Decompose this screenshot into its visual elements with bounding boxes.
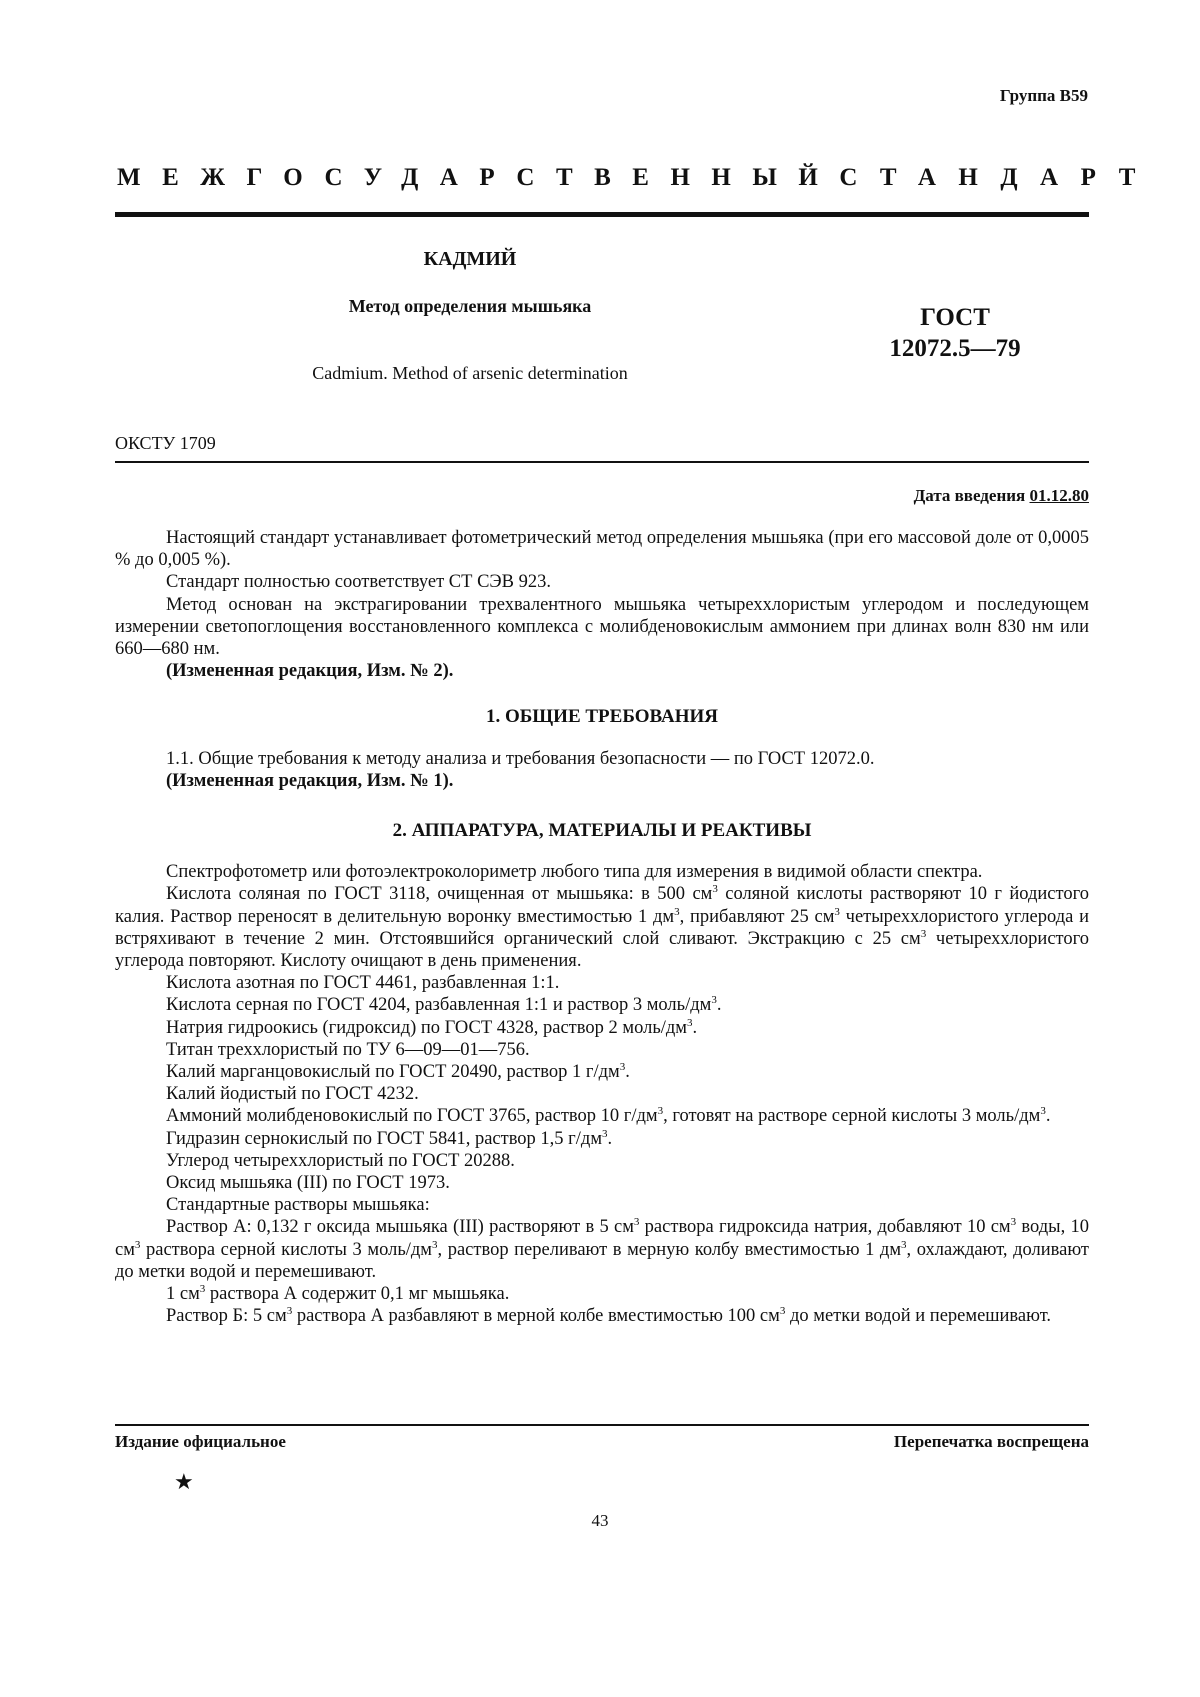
- reagent-paragraph: Титан треххлористый по ТУ 6—09—01—756.: [166, 1039, 530, 1060]
- reagent-paragraph: Углерод четыреххлористый по ГОСТ 20288.: [166, 1150, 515, 1171]
- section-heading: 2. АППАРАТУРА, МАТЕРИАЛЫ И РЕАКТИВЫ: [392, 820, 812, 841]
- section-1: [115, 706, 1089, 793]
- reagent-paragraph: Аммоний молибденовокислый по ГОСТ 3765, раствор 10 $г/дм^3$, готовят на растворе серной кислоты 3 моль/$дм^3$.: [166, 1105, 1051, 1127]
- banner-word-standard: СТАНДАРТ: [839, 164, 1158, 191]
- standard-banner: [117, 164, 1158, 192]
- page-number: 43: [591, 1511, 609, 1530]
- gost-number: [855, 302, 1055, 364]
- reagent-paragraph: Калий йодистый по ГОСТ 4232.: [166, 1084, 419, 1105]
- amendment-note: (Измененная редакция, Изм. № 2).: [166, 661, 454, 682]
- amendment-note: (Измененная редакция, Изм. № 1).: [166, 771, 454, 792]
- intro-paragraph: Метод основан на экстрагировании трехвалентного мышьяка четыреххлористым углеродом и последующем измерении светопоглощения восстановленного комплекса с молибденовокислым аммонием при длинах волн 830 нм или 660—680 нм.: [115, 594, 1089, 660]
- date-label: Дата введения: [913, 486, 1026, 505]
- reagent-paragraph: Кислота серная по ГОСТ 4204, разбавленная 1:1 и раствор 3 моль/$дм^3$.: [166, 994, 722, 1016]
- document-subtitle: Метод определения мышьяка: [348, 296, 592, 316]
- header-rule: [115, 212, 1089, 217]
- clause-1-1: 1.1. Общие требования к методу анализа и требования безопасности — по ГОСТ 12072.0.: [166, 749, 875, 770]
- banner-word-interstate: МЕЖГОСУДАРСТВЕННЫЙ: [117, 164, 840, 191]
- reagent-paragraph: Калий марганцовокислый по ГОСТ 20490, раствор 1 $г/дм^3$.: [166, 1060, 630, 1083]
- section-2: [115, 820, 1089, 1327]
- intro-paragraph: Настоящий стандарт устанавливает фотометрический метод определения мышьяка (при его массовой доле от 0,0005 % до 0,005 %).: [115, 528, 1089, 571]
- gost-code: 12072.5—79: [889, 335, 1021, 362]
- intro-paragraph: Стандарт полностью соответствует СТ СЭВ 923.: [166, 572, 551, 593]
- effective-date: [914, 486, 1089, 506]
- reagent-paragraph: Натрия гидроокись (гидроксид) по ГОСТ 4328, раствор 2 моль/$дм^3$.: [166, 1016, 698, 1038]
- reagent-paragraph: Кислота соляная по ГОСТ 3118, очищенная от мышьяка: в 500 $см^3$ соляной кислоты растворяют 10 г йодистого калия. Раствор переносят в делительную воронку вместимостью 1 $дм^3$, прибавляют 25 $см^3$ четыреххлористого углерода и встряхивают в течение 2 мин. Отстоявшийся органический слой сливают. Экстракцию с 25 $см^3$ четыреххлористого углерода повторяют. Кислоту очищают в день применения.: [115, 883, 1089, 972]
- intro-section: [115, 527, 1089, 682]
- okstu-rule: [115, 461, 1089, 463]
- reagent-paragraph: Оксид мышьяка (III) по ГОСТ 1973.: [166, 1173, 450, 1194]
- reagent-paragraph: Кислота азотная по ГОСТ 4461, разбавленная 1:1.: [166, 973, 560, 994]
- reagent-paragraph: Гидразин сернокислый по ГОСТ 5841, раствор 1,5 $г/дм^3$.: [166, 1127, 613, 1149]
- star-icon: ★: [174, 1469, 194, 1494]
- reagent-paragraph: Стандартные растворы мышьяка:: [166, 1195, 430, 1216]
- document-title: КАДМИЙ: [423, 248, 517, 270]
- footer-rule: [115, 1424, 1089, 1426]
- reagent-paragraph: 1 $см^3$ раствора А содержит 0,1 мг мышьяка.: [166, 1282, 510, 1305]
- reprint-prohibited-label: Перепечатка воспрещена: [893, 1432, 1089, 1451]
- okstu-code: ОКСТУ 1709: [115, 433, 216, 453]
- gost-label: ГОСТ: [920, 304, 990, 331]
- reagent-paragraph: Спектрофотометр или фотоэлектроколориметр любого типа для измерения в видимой области спектра.: [166, 862, 983, 883]
- official-edition-label: Издание официальное: [115, 1432, 286, 1451]
- reagent-paragraph: Раствор А: 0,132 г оксида мышьяка (III) растворяют в 5 $см^3$ раствора гидроксида натрия, добавляют 10 $см^3$ воды, 10 $см^3$ раствора серной кислоты 3 моль/$дм^3$, раствор переливают в мерную колбу вместимостью 1 $дм^3$, охлаждают, доливают до метки водой и перемешивают.: [115, 1216, 1089, 1282]
- section-heading: 1. ОБЩИЕ ТРЕБОВАНИЯ: [485, 706, 719, 727]
- reagent-paragraph: Раствор Б: 5 $см^3$ раствора А разбавляют в мерной колбе вместимостью 100 $см^3$ до метки водой и перемешивают.: [166, 1305, 1052, 1327]
- group-code: Группа В59: [999, 86, 1088, 105]
- date-value: 01.12.80: [1029, 486, 1089, 505]
- english-title: Cadmium. Method of arsenic determination: [312, 363, 628, 383]
